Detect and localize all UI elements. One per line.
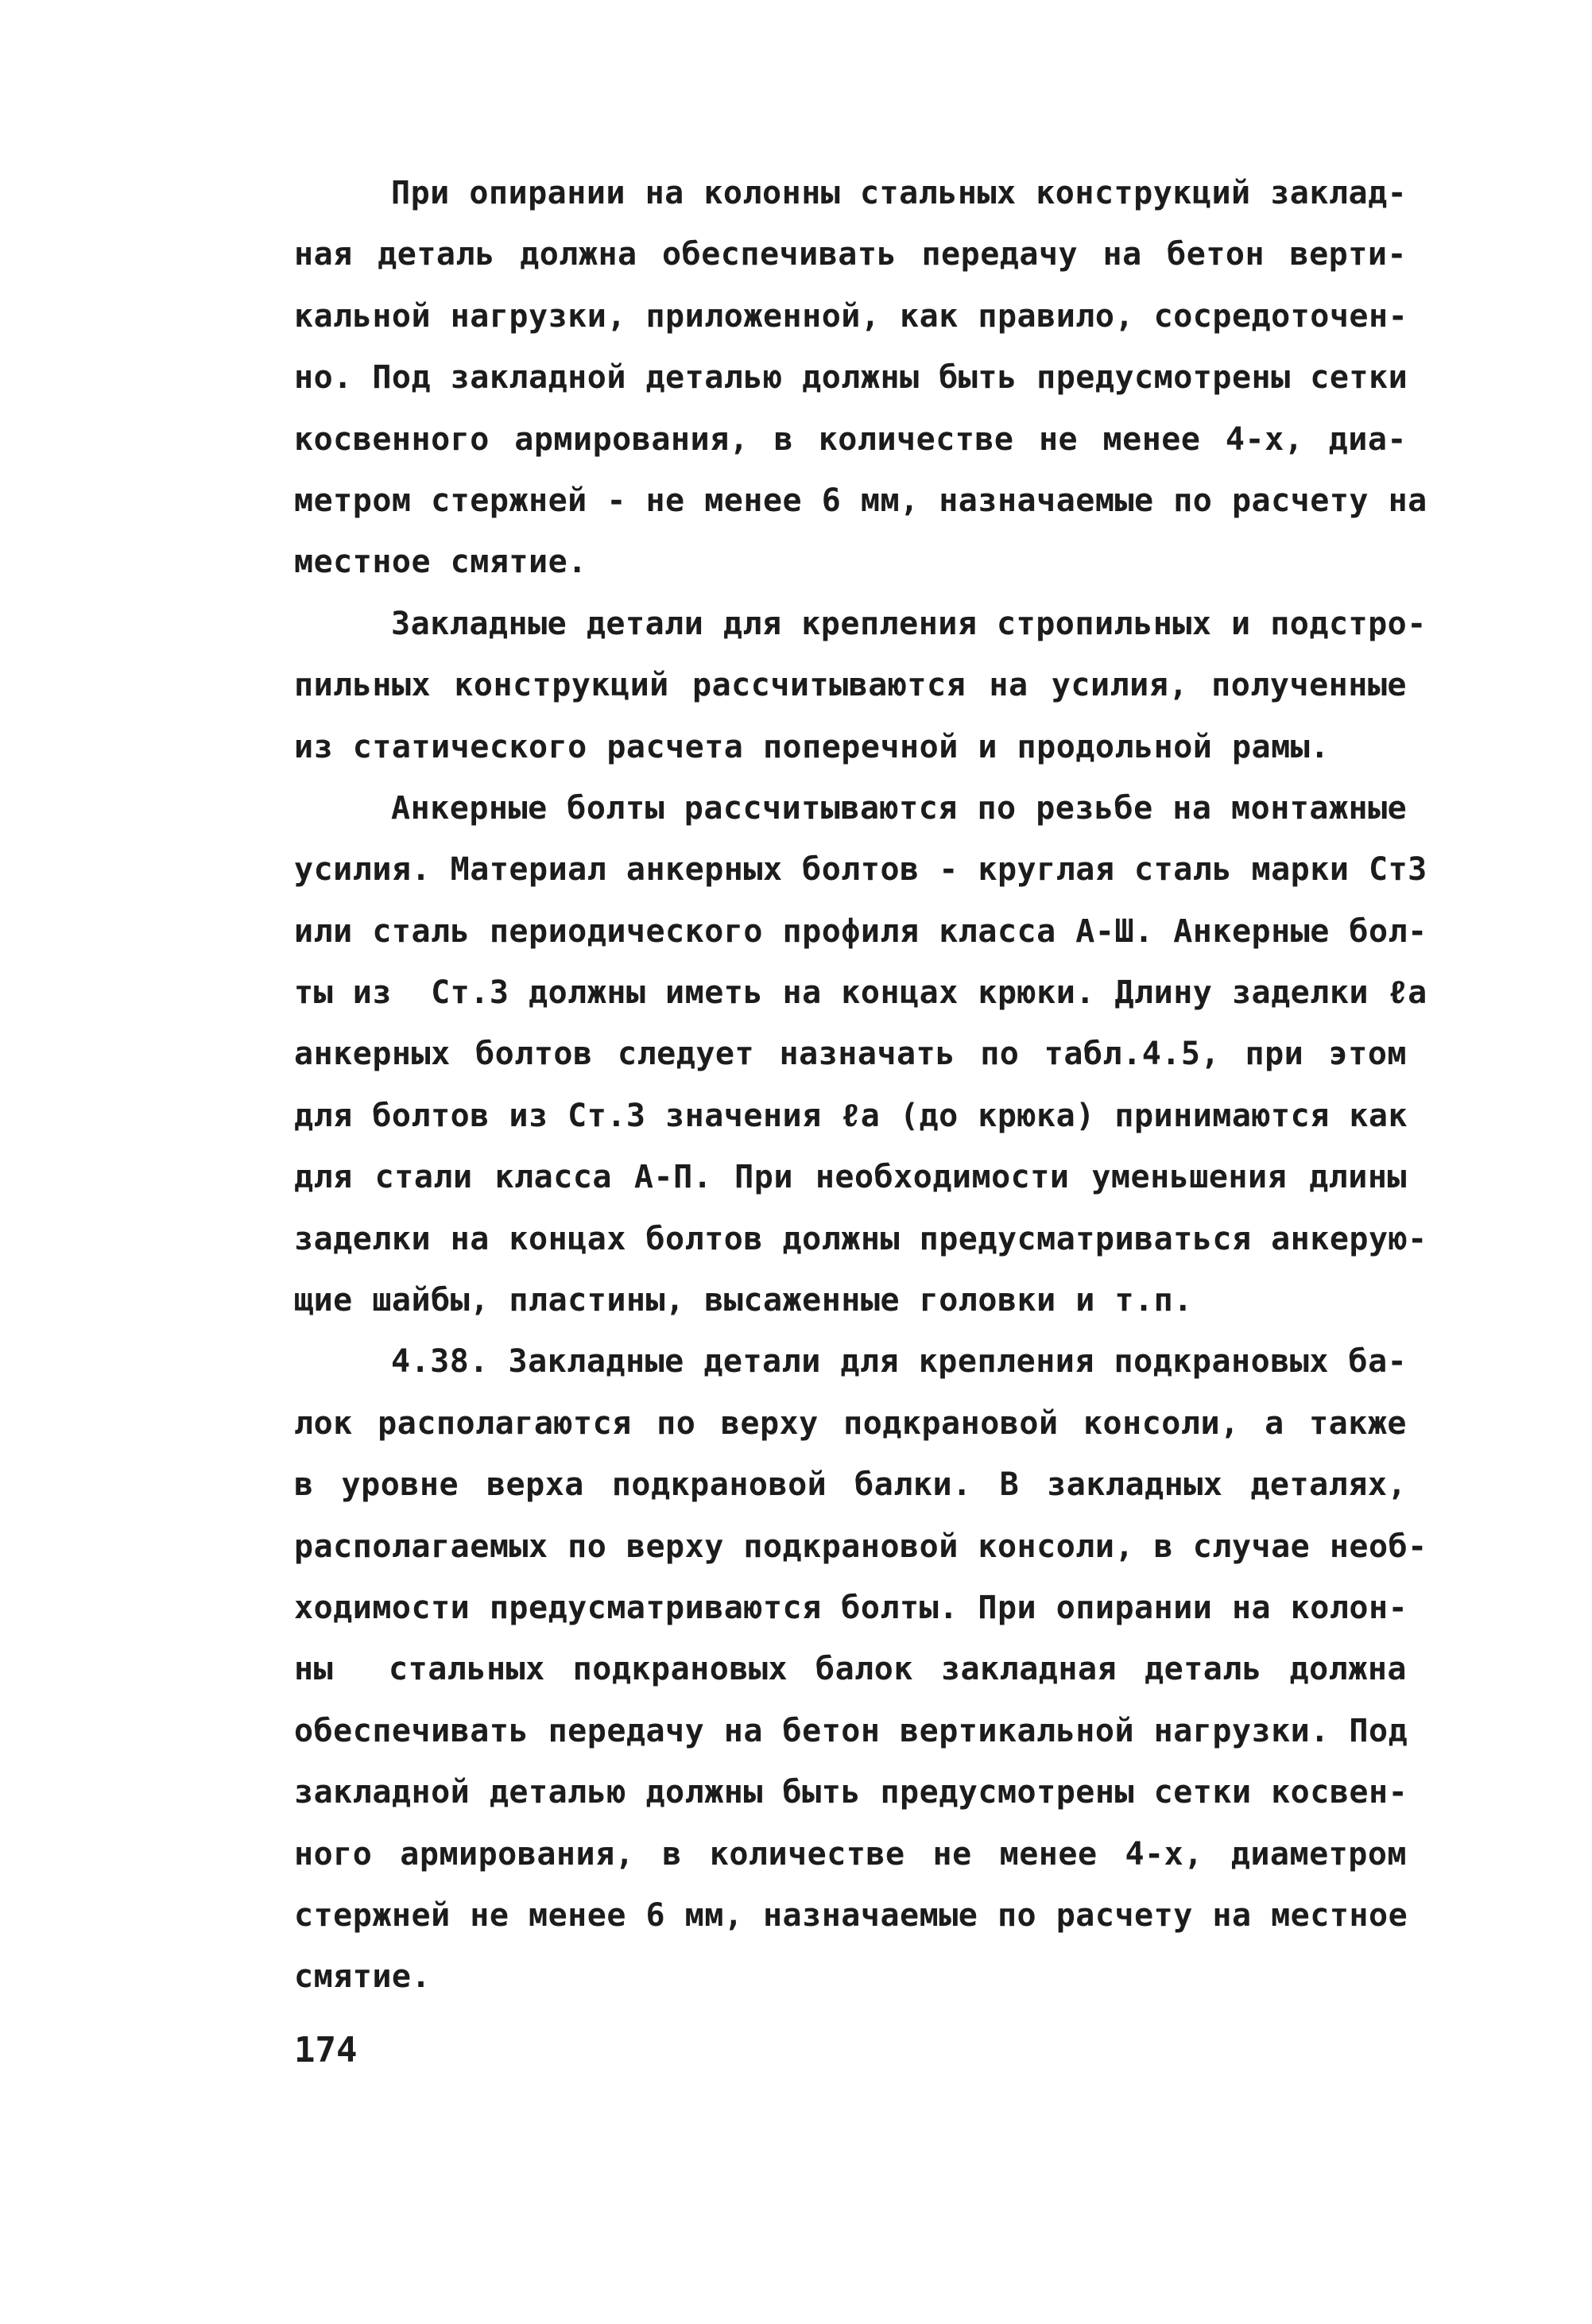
text-line: усилия. Материал анкерных болтов - круглая сталь марки Ст3 bbox=[294, 851, 1427, 889]
text-line: косвенного армирования, в количестве не менее 4-х, диа- bbox=[294, 420, 1407, 458]
text-line: для стали класса А-П. При необходимости уменьшения длины bbox=[294, 1159, 1407, 1196]
paragraph-section-4-38 bbox=[294, 1331, 1427, 2008]
text-line: или сталь периодического профиля класса А-Ш. Анкерные бол- bbox=[294, 912, 1427, 950]
text-line: для болтов из Ст.3 значения ℓa (до крюка) принимаются как bbox=[294, 1097, 1408, 1134]
text-line: 4.38. Закладные детали для крепления подкрановых ба- bbox=[391, 1343, 1408, 1381]
body-text bbox=[294, 163, 1427, 2008]
paragraph-column-embedded-parts bbox=[294, 163, 1427, 594]
text-line: из статического расчета поперечной и продольной рамы. bbox=[294, 728, 1330, 765]
text-line: щие шайбы, пластины, высаженные головки и т.п. bbox=[294, 1282, 1193, 1319]
text-line: ны стальных подкрановых балок закладная деталь должна bbox=[294, 1651, 1407, 1688]
text-line: Анкерные болты рассчитываются по резьбе на монтажные bbox=[391, 789, 1408, 827]
text-line: ная деталь должна обеспечивать передачу на бетон верти- bbox=[294, 236, 1407, 273]
text-line: обеспечивать передачу на бетон вертикальной нагрузки. Под bbox=[294, 1712, 1408, 1749]
text-line: Закладные детали для крепления стропильных и подстро- bbox=[391, 605, 1427, 642]
text-line: стержней не менее 6 мм, назначаемые по расчету на местное bbox=[294, 1896, 1408, 1934]
paragraph-rafter-embedded-parts bbox=[294, 594, 1427, 778]
text-line: пильных конструкций рассчитываются на усилия, полученные bbox=[294, 667, 1407, 704]
text-line: располагаемых по верху подкрановой консоли, в случае необ- bbox=[294, 1528, 1427, 1565]
text-line: смятие. bbox=[294, 1958, 432, 1996]
text-line: кальной нагрузки, приложенной, как правило, сосредоточен- bbox=[294, 297, 1408, 335]
text-line: лок располагаются по верху подкрановой консоли, а также bbox=[294, 1404, 1407, 1442]
text-line: метром стержней - не менее 6 мм, назначаемые по расчету на bbox=[294, 482, 1427, 519]
text-line: ходимости предусматриваются болты. При опирании на колон- bbox=[294, 1589, 1408, 1626]
text-line: закладной деталью должны быть предусмотрены сетки косвен- bbox=[294, 1774, 1408, 1811]
text-line: но. Под закладной деталью должны быть предусмотрены сетки bbox=[294, 359, 1408, 397]
page-number: 174 bbox=[294, 2030, 358, 2070]
text-line: заделки на концах болтов должны предусматриваться анкерую- bbox=[294, 1220, 1427, 1257]
text-line: местное смятие. bbox=[294, 544, 587, 581]
text-line: ты из Ст.3 должны иметь на концах крюки. Длину заделки ℓa bbox=[294, 974, 1427, 1012]
text-line: в уровне верха подкрановой балки. В закладных деталях, bbox=[294, 1466, 1407, 1504]
text-line: ного армирования, в количестве не менее 4-х, диаметром bbox=[294, 1835, 1407, 1873]
text-line: анкерных болтов следует назначать по табл.4.5, при этом bbox=[294, 1036, 1407, 1073]
text-line: При опирании на колонны стальных конструкций заклад- bbox=[391, 175, 1408, 211]
paragraph-anchor-bolts bbox=[294, 778, 1427, 1332]
